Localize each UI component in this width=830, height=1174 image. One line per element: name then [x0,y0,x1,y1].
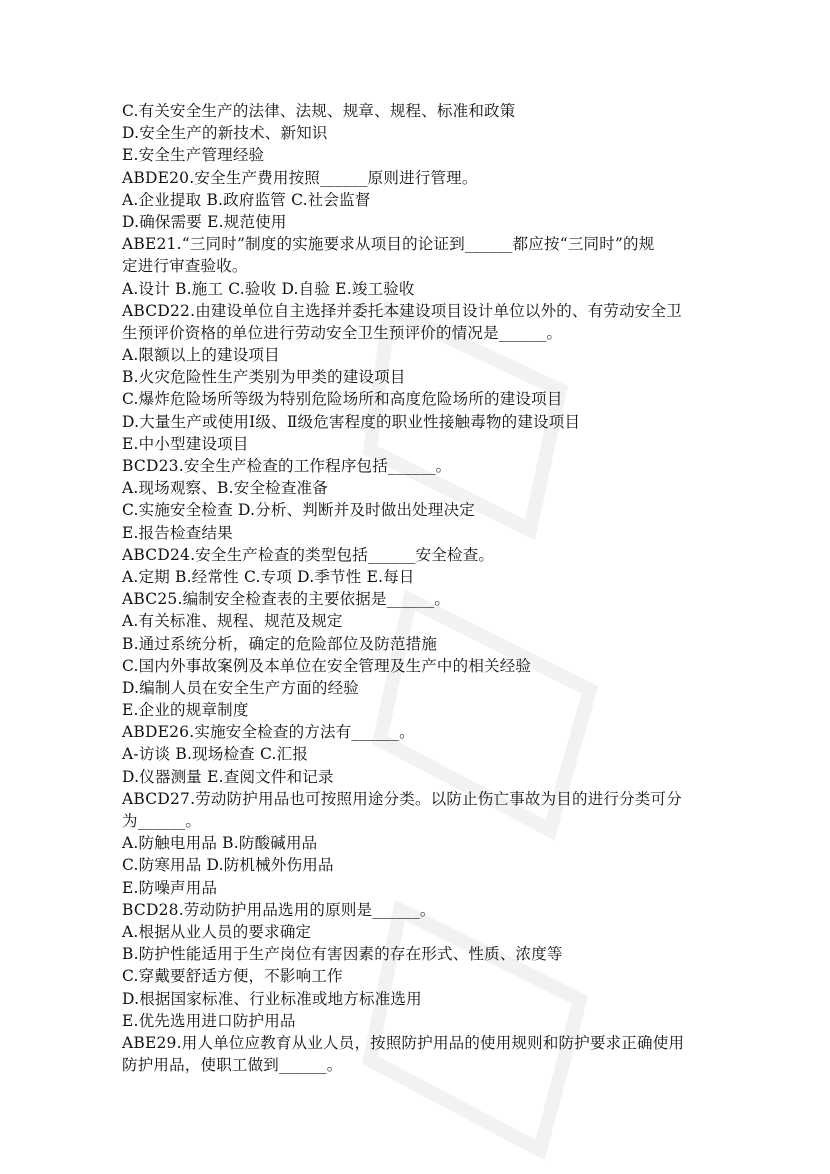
text-line: E.优先选用进口防护用品 [122,1011,296,1030]
text-line: D.仪器测量 E.查阅文件和记录 [122,767,334,786]
question-line: ABCD27.劳动防护用品也可按照用途分类。以防止伤亡事故为目的进行分类可分 [122,789,682,808]
text-line: C.有关安全生产的法律、法规、规章、规程、标准和政策 [122,102,516,120]
text-line: D.根据国家标准、行业标准或地方标准选用 [122,989,422,1008]
text-line: A.有关标准、规程、规范及规定 [122,612,343,631]
text-line: B.通过系统分析，确定的危险部位及防范措施 [122,634,438,653]
text-line: E.企业的规章制度 [122,701,249,720]
question-line: ABE29.用人单位应教育从业人员，按照防护用品的使用规则和防护要求正确使用 [122,1033,685,1052]
text-line: B.火灾危险性生产类别为甲类的建设项目 [122,368,406,387]
question-line: BCD23.安全生产检查的工作程序包括______。 [122,457,452,475]
text-line: A.现场观察、B.安全检查准备 [122,479,328,498]
question-line: ABC25.编制安全检查表的主要依据是______。 [122,590,451,609]
text-line: A.企业提取 B.政府监管 C.社会监督 [122,190,371,209]
text-line: D.安全生产的新技术、新知识 [122,124,328,143]
text-line: E.防噪声用品 [122,878,218,897]
text-line: A-访谈 B.现场检查 C.汇报 [122,745,309,764]
text-line: D.确保需要 E.规范使用 [122,212,287,231]
question-line: ABCD22.由建设单位自主选择并委托本建设项目设计单位以外的、有劳动安全卫 [122,301,682,320]
text-line: E.报告检查结果 [122,523,233,542]
document-body [122,100,722,1076]
text-line: E.安全生产管理经验 [122,146,265,165]
question-line: ABE21.“三同时”制度的实施要求从项目的论证到______都应按“三同时”的规 [122,235,655,254]
text-line: C.爆炸危险场所等级为特别危险场所和高度危险场所的建设项目 [122,390,563,409]
text-line: D.大量生产或使用Ⅰ级、Ⅱ级危害程度的职业性接触毒物的建设项目 [122,412,581,431]
text-line: 防护用品，使职工做到______。 [122,1056,343,1075]
text-line: A.防触电用品 B.防酸碱用品 [122,834,318,853]
text-line: 生预评价资格的单位进行劳动安全卫生预评价的情况是______。 [122,323,563,342]
text-line: D.编制人员在安全生产方面的经验 [122,678,360,697]
text-line: E.中小型建设项目 [122,434,249,453]
text-line: C.实施安全检查 D.分析、判断并及时做出处理决定 [122,501,475,520]
text-line: C.国内外事故案例及本单位在安全管理及生产中的相关经验 [122,656,532,675]
text-line: B.防护性能适用于生产岗位有害因素的存在形式、性质、浓度等 [122,945,563,964]
text-line: A.根据从业人员的要求确定 [122,922,312,941]
text-line: 为______。 [122,812,202,830]
text-line: A.设计 B.施工 C.验收 D.自验 E.竣工验收 [122,279,415,298]
text-line: 定进行审查验收。 [122,257,248,276]
text-line: A.限额以上的建设项目 [122,346,280,365]
text-line: C.穿戴要舒适方便，不影响工作 [122,967,343,986]
question-line: ABCD24.安全生产检查的类型包括______安全检查。 [122,545,495,564]
question-line: BCD28.劳动防护用品选用的原则是______。 [122,900,436,919]
text-line: C.防寒用品 D.防机械外伤用品 [122,856,334,875]
question-line: ABDE20.安全生产费用按照______原则进行管理。 [122,168,478,187]
question-line: ABDE26.实施安全检查的方法有______。 [122,723,415,742]
text-line: A.定期 B.经常性 C.专项 D.季节性 E.每日 [122,567,415,586]
